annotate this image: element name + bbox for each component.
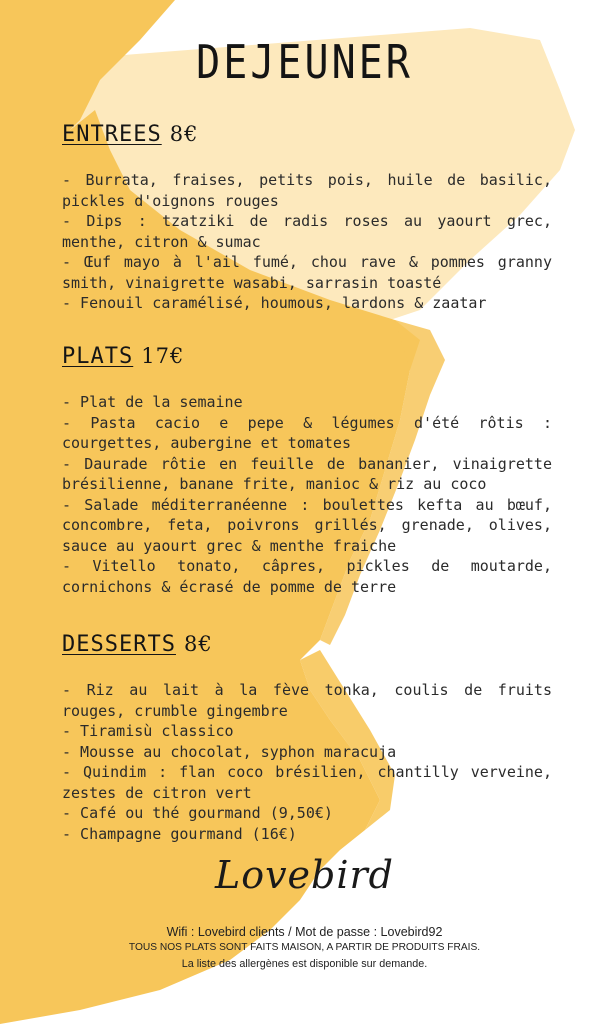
section-items-desserts: [62, 680, 552, 844]
menu-item: - Salade méditerranéenne : boulettes kefta au bœuf, concombre, feta, poivrons grillés, grenade, olives, sauce au yaourt grec & menthe fraiche: [62, 495, 552, 555]
section-heading-desserts: [62, 632, 213, 657]
wifi-info: Wifi : Lovebird clients / Mot de passe : Lovebird92: [166, 925, 443, 939]
menu-item: - Champagne gourmand (16€): [62, 824, 297, 843]
menu-item: - Mousse au chocolat, syphon maracuja: [62, 742, 397, 761]
menu-item: - Vitello tonato, câpres, pickles de moutarde, cornichons & écrasé de pomme de terre: [62, 557, 552, 596]
signature-logo: Lovebird: [214, 853, 395, 897]
menu-item: - Fenouil caramélisé, houmous, lardons & zaatar: [62, 294, 487, 312]
menu-item: - Œuf mayo à l'ail fumé, chou rave & pommes granny smith, vinaigrette wasabi, sarrasin toasté: [62, 253, 552, 292]
menu-item: - Tiramisù classico: [62, 722, 234, 740]
menu-item: - Dips : tzatziki de radis roses au yaourt grec, menthe, citron & sumac: [62, 212, 552, 251]
menu-item: - Pasta cacio e pepe & légumes d'été rôtis : courgettes, aubergine et tomates: [62, 413, 552, 452]
menu-item: - Quindim : flan coco brésilien, chantilly verveine, zestes de citron vert: [62, 763, 552, 802]
section-name: ENTREES: [62, 122, 162, 147]
section-price: 17€: [141, 344, 185, 368]
menu-item: - Daurade rôtie en feuille de bananier, vinaigrette brésilienne, banane frite, manioc & riz au coco: [62, 454, 552, 493]
section-name: DESSERTS: [62, 632, 176, 657]
section-name: PLATS: [62, 344, 134, 369]
homemade-note: TOUS NOS PLATS SONT FAITS MAISON, A PARTIR DE PRODUITS FRAIS.: [128, 942, 481, 953]
section-items-plats: [62, 392, 552, 597]
section-items-entrees: [62, 170, 552, 314]
menu-item: - Burrata, fraises, petits pois, huile de basilic, pickles d'oignons rouges: [62, 171, 552, 210]
menu-item: - Café ou thé gourmand (9,50€): [62, 804, 333, 822]
section-heading-entrees: [62, 122, 198, 147]
section-heading-plats: [62, 344, 184, 369]
menu-item: - Riz au lait à la fève tonka, coulis de fruits rouges, crumble gingembre: [62, 681, 552, 720]
section-price: 8€: [183, 632, 213, 656]
allergens-note: La liste des allergènes est disponible sur demande.: [181, 958, 428, 970]
menu-item: - Plat de la semaine: [62, 393, 243, 411]
section-price: 8€: [169, 122, 199, 146]
page-title: DEJEUNER: [196, 36, 413, 90]
